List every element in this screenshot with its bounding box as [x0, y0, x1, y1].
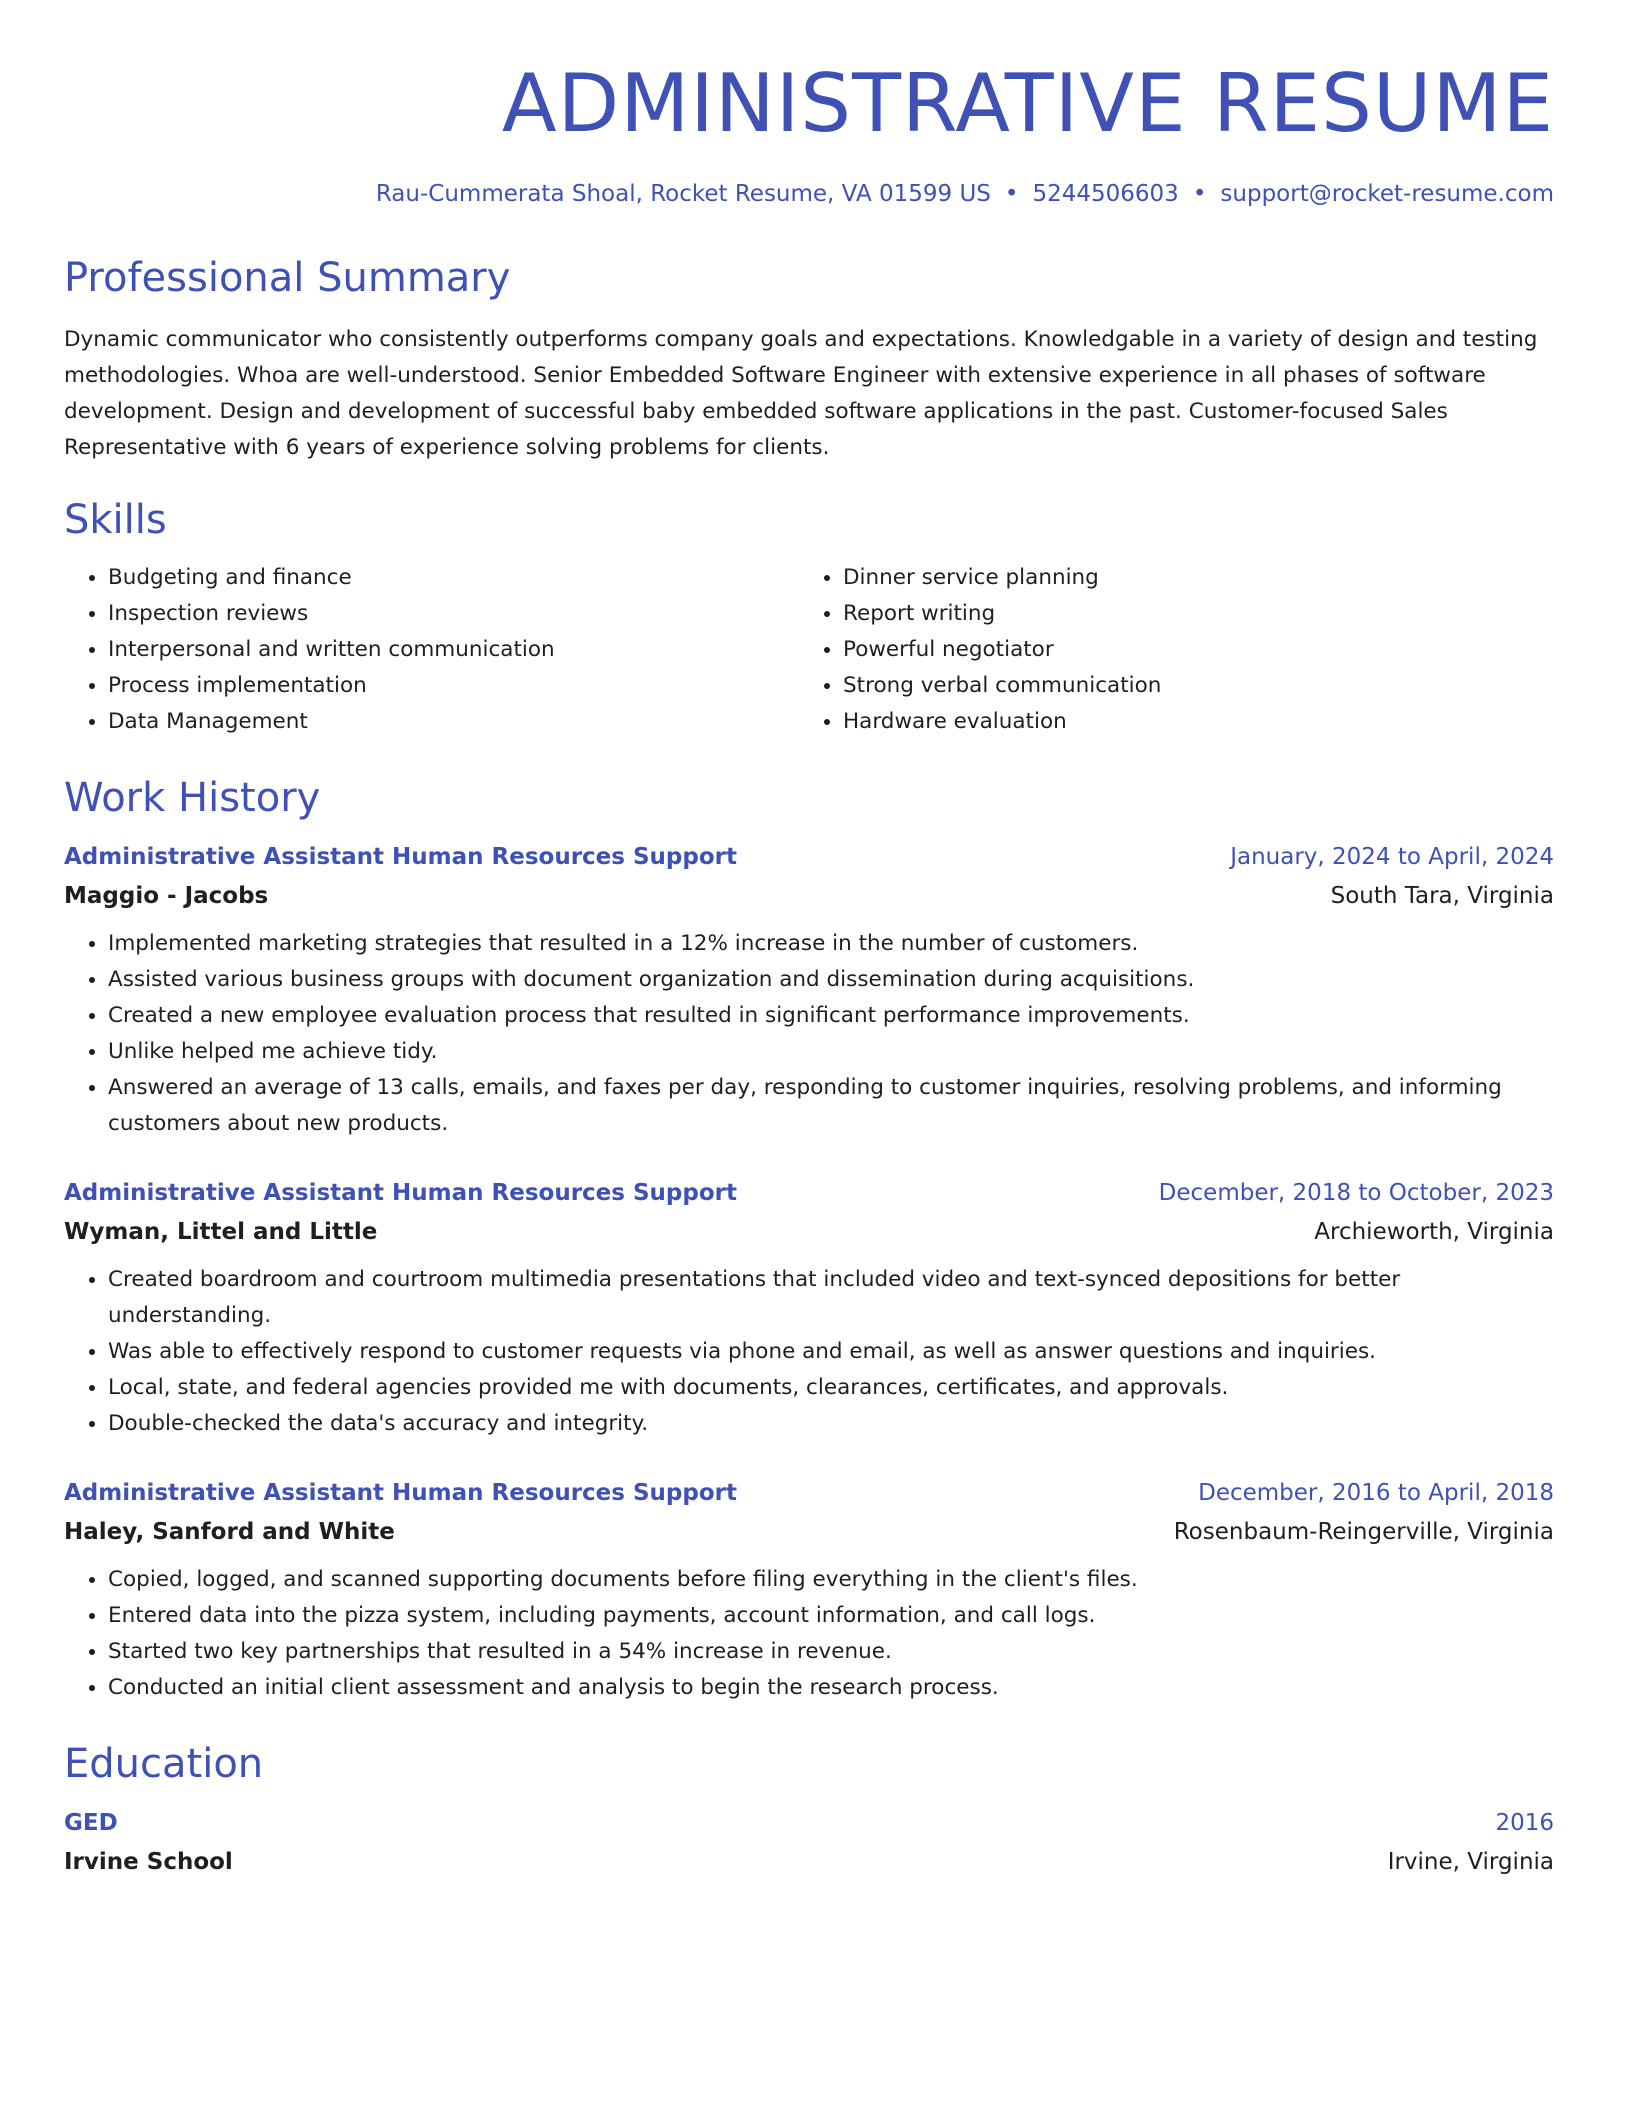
- skills-section: [64, 496, 1554, 740]
- skills-columns: [64, 560, 1554, 740]
- job-company: Wyman, Littel and Little: [64, 1219, 378, 1245]
- education-location: Irvine, Virginia: [1387, 1849, 1554, 1875]
- education-degree: GED: [64, 1810, 118, 1836]
- contact-line: [64, 178, 1554, 210]
- skill-item: • Interpersonal and written communication: [108, 632, 799, 668]
- contact-separator: •: [1004, 181, 1019, 207]
- skill-item: • Dinner service planning: [843, 560, 1534, 596]
- skill-item: • Powerful negotiator: [843, 632, 1534, 668]
- skill-item: • Inspection reviews: [108, 596, 799, 632]
- job-bullet: • Implemented marketing strategies that resulted in a 12% increase in the number of customers.: [108, 926, 1554, 962]
- education-year: 2016: [1495, 1810, 1554, 1836]
- job-location: Archieworth, Virginia: [1314, 1219, 1554, 1245]
- job-bullet: • Local, state, and federal agencies provided me with documents, clearances, certificates, and approvals.: [108, 1370, 1554, 1406]
- skills-list-left: [64, 560, 799, 740]
- summary-section: [64, 254, 1554, 466]
- resume-page: [64, 0, 1554, 1882]
- job-company-row: [64, 876, 1554, 916]
- job-bullet: • Conducted an initial client assessment and analysis to begin the research process.: [108, 1670, 1554, 1706]
- job-title-row: [64, 838, 1554, 876]
- job-bullet: • Entered data into the pizza system, including payments, account information, and call logs.: [108, 1598, 1554, 1634]
- job-dates: December, 2016 to April, 2018: [1198, 1480, 1554, 1506]
- job-bullets: [64, 1562, 1554, 1706]
- education-school: Irvine School: [64, 1849, 233, 1875]
- contact-email[interactable]: support@rocket-resume.com: [1220, 181, 1554, 207]
- job-company: Haley, Sanford and White: [64, 1519, 395, 1545]
- education-heading: Education: [64, 1741, 264, 1787]
- skill-item: • Budgeting and finance: [108, 560, 799, 596]
- job-dates: December, 2018 to October, 2023: [1158, 1180, 1554, 1206]
- work-history-heading: Work History: [64, 775, 321, 821]
- resume-header: [64, 58, 1554, 210]
- skill-item: • Hardware evaluation: [843, 704, 1534, 740]
- education-school-row: [64, 1842, 1554, 1882]
- job-bullet: • Started two key partnerships that resulted in a 54% increase in revenue.: [108, 1634, 1554, 1670]
- work-history-section: [64, 774, 1554, 1706]
- skills-heading: Skills: [64, 497, 167, 543]
- job-entry: [64, 1474, 1554, 1706]
- skills-list-right: [799, 560, 1534, 740]
- job-entry: [64, 1174, 1554, 1442]
- job-company-row: [64, 1212, 1554, 1252]
- job-title-row: [64, 1474, 1554, 1512]
- job-bullet: • Copied, logged, and scanned supporting documents before filing everything in the client's files.: [108, 1562, 1554, 1598]
- job-company-row: [64, 1512, 1554, 1552]
- job-entry: [64, 838, 1554, 1142]
- skill-item: • Report writing: [843, 596, 1534, 632]
- job-title: Administrative Assistant Human Resources Support: [64, 844, 737, 870]
- job-title: Administrative Assistant Human Resources Support: [64, 1480, 737, 1506]
- job-bullets: [64, 926, 1554, 1142]
- skill-item: • Strong verbal communication: [843, 668, 1534, 704]
- job-dates: January, 2024 to April, 2024: [1230, 844, 1554, 870]
- summary-text: Dynamic communicator who consistently outperforms company goals and expectations. Knowledgable in a variety of design and testing methodologies. Whoa are well-understood. Senior Embedded Software Engineer with extensive experience in all phases of software development. Design and development of successful baby embedded software applications in the past. Customer-focused Sales Representative with 6 years of experience solving problems for clients.: [64, 327, 1538, 460]
- job-company: Maggio - Jacobs: [64, 883, 269, 909]
- job-bullet: • Created boardroom and courtroom multimedia presentations that included video and text-synced depositions for better understanding.: [108, 1262, 1554, 1334]
- job-location: South Tara, Virginia: [1330, 883, 1554, 909]
- education-degree-row: [64, 1804, 1554, 1842]
- contact-address: Rau-Cummerata Shoal, Rocket Resume, VA 01599 US: [375, 181, 991, 207]
- job-title: Administrative Assistant Human Resources Support: [64, 1180, 737, 1206]
- job-bullet: • Created a new employee evaluation process that resulted in significant performance improvements.: [108, 998, 1554, 1034]
- job-bullet: • Answered an average of 13 calls, emails, and faxes per day, responding to customer inquiries, resolving problems, and informing customers about new products.: [108, 1070, 1554, 1142]
- education-entry: [64, 1804, 1554, 1882]
- resume-name: ADMINISTRATIVE RESUME: [501, 57, 1554, 150]
- job-title-row: [64, 1174, 1554, 1212]
- job-location: Rosenbaum-Reingerville, Virginia: [1173, 1519, 1554, 1545]
- job-bullet: • Assisted various business groups with document organization and dissemination during acquisitions.: [108, 962, 1554, 998]
- job-bullet: • Double-checked the data's accuracy and integrity.: [108, 1406, 1554, 1442]
- skill-item: • Process implementation: [108, 668, 799, 704]
- job-bullet: • Unlike helped me achieve tidy.: [108, 1034, 1554, 1070]
- contact-phone: 5244506603: [1032, 181, 1179, 207]
- skill-item: • Data Management: [108, 704, 799, 740]
- summary-heading: Professional Summary: [64, 255, 511, 301]
- education-section: [64, 1740, 1554, 1882]
- job-bullet: • Was able to effectively respond to customer requests via phone and email, as well as answer questions and inquiries.: [108, 1334, 1554, 1370]
- job-bullets: [64, 1262, 1554, 1442]
- contact-separator: •: [1192, 181, 1207, 207]
